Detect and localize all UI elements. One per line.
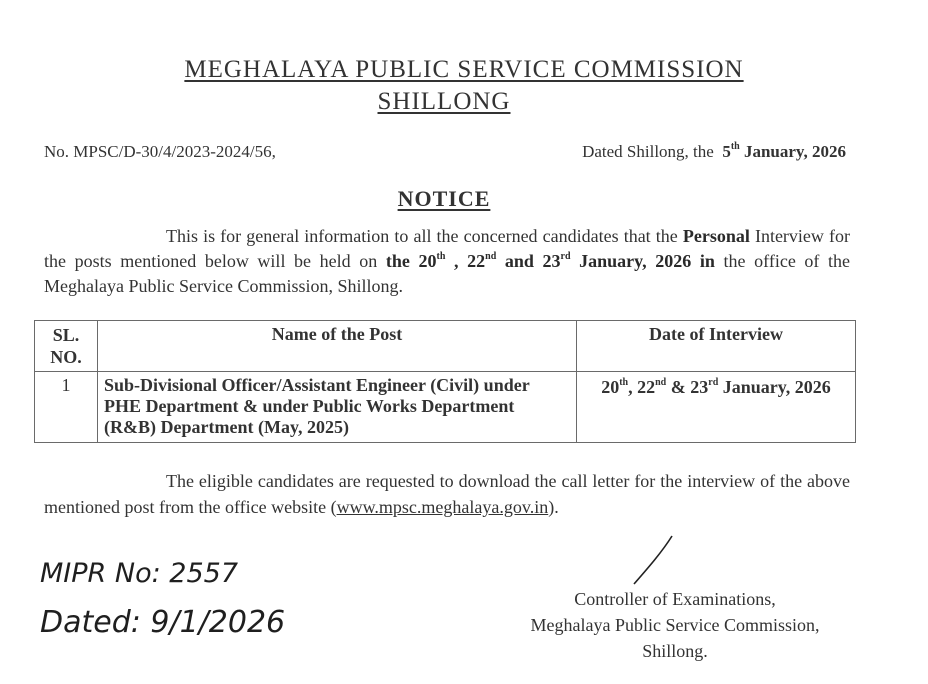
header-sl-no: SL. NO. bbox=[35, 321, 98, 372]
dated-line bbox=[582, 142, 846, 162]
header-post-name: Name of the Post bbox=[98, 321, 577, 372]
signatory-designation: Controller of Examinations, bbox=[574, 589, 776, 609]
handwritten-line-2: Dated: 9/1/2026 bbox=[40, 605, 286, 640]
download-paragraph bbox=[44, 468, 850, 520]
commission-city: SHILLONG bbox=[377, 88, 511, 115]
commission-title: MEGHALAYA PUBLIC SERVICE COMMISSION bbox=[184, 56, 744, 83]
row-post-name: Sub-Divisional Officer/Assistant Engineer (Civil) under PHE Department & under Public Works Department (R&B) Department (May, 2025) bbox=[98, 372, 577, 443]
signatory-block bbox=[480, 586, 870, 664]
dated-day-sup: th bbox=[730, 141, 740, 152]
signatory-city: Shillong. bbox=[642, 641, 708, 661]
intro-text-2: Interview for the posts mentioned below will be held on bbox=[44, 226, 850, 271]
header-interview-date: Date of Interview bbox=[577, 321, 856, 372]
dated-day: 5 bbox=[722, 142, 731, 161]
interview-table bbox=[34, 320, 856, 443]
website-link[interactable]: www.mpsc.meghalaya.gov.in bbox=[336, 497, 549, 517]
table-row bbox=[35, 372, 856, 443]
dated-rest: January, 2026 bbox=[743, 142, 846, 161]
signature-mark bbox=[628, 534, 678, 586]
row-sl-no: 1 bbox=[35, 372, 98, 443]
handwritten-mipr-note bbox=[40, 546, 380, 656]
intro-bold-personal: Personal bbox=[682, 226, 750, 246]
dated-prefix: Dated Shillong, the bbox=[582, 142, 714, 161]
download-text-end: ). bbox=[548, 497, 559, 517]
download-text: The eligible candidates are requested to download the call letter for the interview of the above mentioned post from the office website ( bbox=[44, 471, 850, 517]
table-header-row bbox=[35, 321, 856, 372]
row-interview-date: 20th, 22nd & 23rd January, 2026 bbox=[577, 372, 856, 443]
intro-paragraph bbox=[44, 224, 850, 299]
intro-text-3: the office of the Meghalaya Public Service Commission, Shillong. bbox=[44, 251, 851, 296]
intro-bold-dates: the 20th , 22nd and 23rd January, 2026 in bbox=[385, 251, 715, 271]
intro-text-1: This is for general information to all the concerned candidates that the bbox=[166, 226, 683, 246]
reference-number: No. MPSC/D-30/4/2023-2024/56, bbox=[44, 142, 276, 161]
handwritten-line-1: MIPR No: 2557 bbox=[40, 558, 238, 589]
signatory-organization: Meghalaya Public Service Commission, bbox=[530, 615, 820, 635]
notice-heading: NOTICE bbox=[397, 186, 491, 211]
